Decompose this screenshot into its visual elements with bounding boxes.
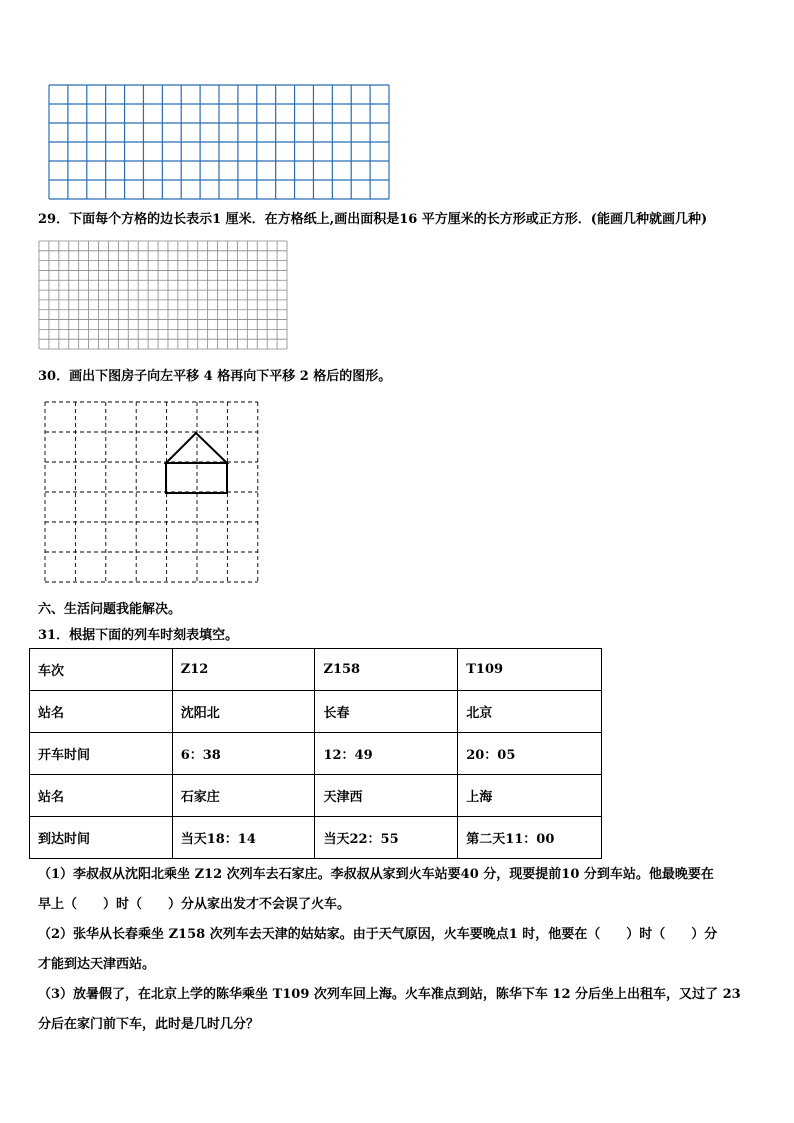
table-cell: 20：05	[458, 733, 602, 775]
sub-question-1-line-1: （1）李叔叔从沈阳北乘坐 Z12 次列车去石家庄。李叔叔从家到火车站要40 分，现要提前10 分到车站。他最晚要在	[38, 867, 714, 882]
table-cell: 上海	[458, 775, 602, 817]
table-row	[30, 733, 602, 775]
table-cell: 沈阳北	[172, 691, 315, 733]
sub-questions	[38, 860, 768, 1040]
table-cell: 站名	[30, 691, 173, 733]
table-cell: Z158	[315, 649, 458, 691]
sub-question-3-line-1: （3）放暑假了，在北京上学的陈华乘坐 T109 次列车回上海。火车准点到站，陈华下车 12 分后坐上出租车，又过了 23	[38, 987, 741, 1002]
table-row	[30, 817, 602, 859]
table-cell: Z12	[172, 649, 315, 691]
table-cell: 12：49	[315, 733, 458, 775]
table-row	[30, 691, 602, 733]
table-cell: 天津西	[315, 775, 458, 817]
house-figure	[166, 433, 227, 493]
sub-question-3-line-2: 分后在家门前下车，此时是几时几分？	[38, 1017, 260, 1032]
sub-question-1-line-2: 早上（ ）时（ ）分从家出发才不会误了火车。	[38, 897, 351, 912]
sub-question-2-line-2: 才能到达天津西站。	[38, 957, 156, 972]
table-cell: 石家庄	[172, 775, 315, 817]
table-row	[30, 775, 602, 817]
table-row	[30, 649, 602, 691]
section-6-heading: 六、生活问题我能解决。	[38, 602, 182, 617]
table-cell: 北京	[458, 691, 602, 733]
table-cell: 开车时间	[30, 733, 173, 775]
table-cell: T109	[458, 649, 602, 691]
table-cell: 当天22：55	[315, 817, 458, 859]
house-roof	[166, 433, 227, 463]
sub-question-2-line-1: （2）张华从长春乘坐 Z158 次列车去天津的姑姑家。由于天气原因，火车要晚点1 时，他要在（ ）时（ ）分	[38, 927, 718, 942]
table-cell: 当天18：14	[172, 817, 315, 859]
table-cell: 第二天11：00	[458, 817, 602, 859]
blue-square-grid	[48, 84, 390, 200]
table-cell: 站名	[30, 775, 173, 817]
table-cell: 6：38	[172, 733, 315, 775]
table-cell: 长春	[315, 691, 458, 733]
table-cell: 车次	[30, 649, 173, 691]
train-timetable	[29, 648, 602, 859]
question-31: 31．根据下面的列车时刻表填空。	[38, 628, 239, 643]
question-29: 29．下面每个方格的边长表示1 厘米．在方格纸上,画出面积是16 平方厘米的长方形或正方形．(能画几种就画几种)	[38, 212, 708, 227]
house-body	[166, 463, 227, 493]
gray-square-grid	[38, 240, 288, 350]
question-30: 30．画出下图房子向左平移 4 格再向下平移 2 格后的图形。	[38, 369, 392, 384]
dashed-grid-with-house	[44, 401, 260, 585]
table-cell: 到达时间	[30, 817, 173, 859]
